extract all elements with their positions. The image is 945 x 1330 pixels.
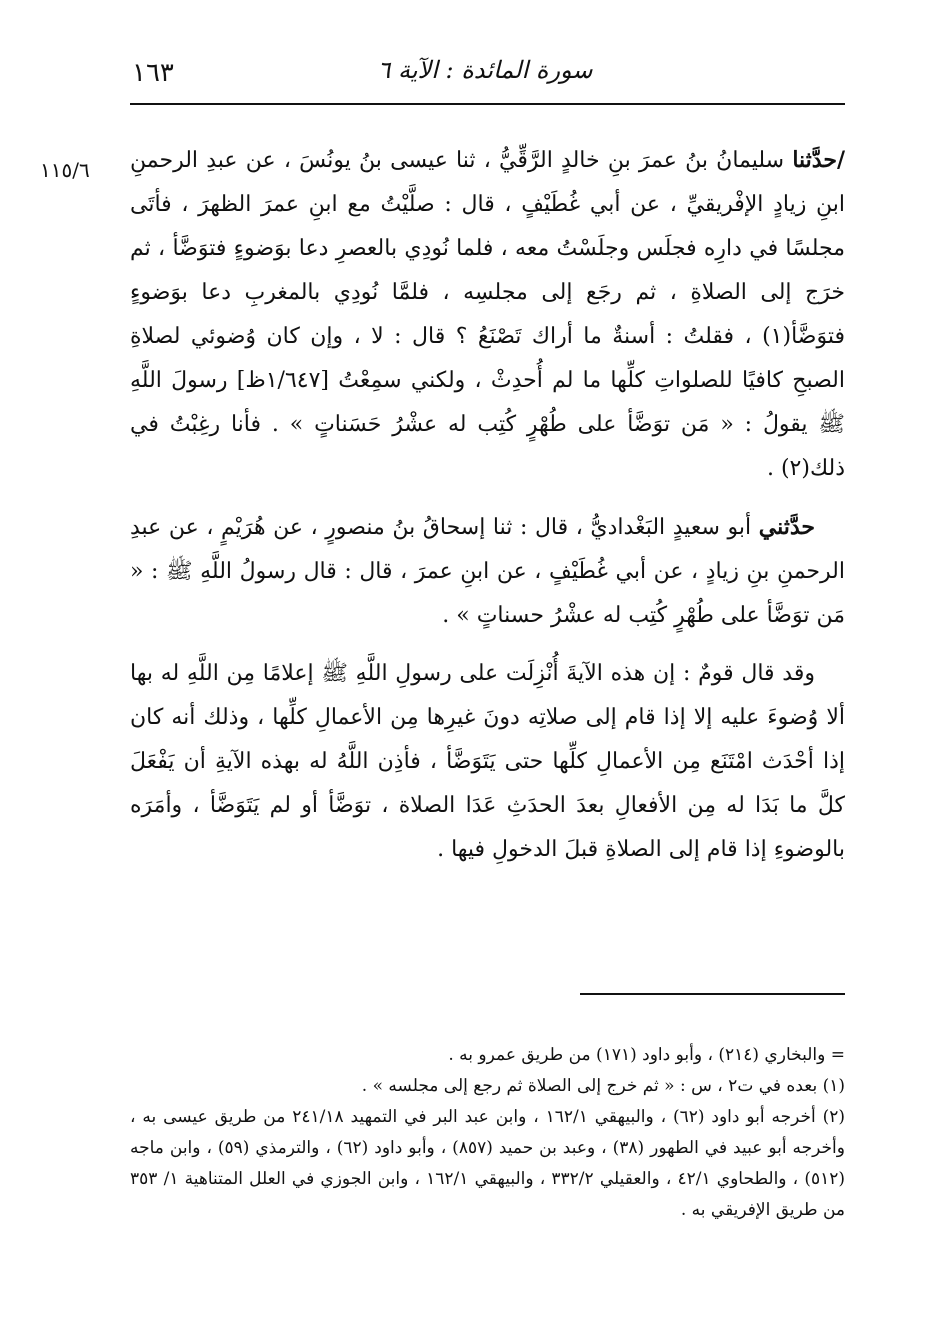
footnote-continuation: = والبخاري (٢١٤) ، وأبو داود (١٧١) من طريق عمرو به . <box>448 1045 845 1065</box>
paragraph-1-text: سليمانُ بنُ عمرَ بنِ خالدٍ الرَّقِّيُّ ، ثنا عيسى بنُ يونُسَ ، عن عبدِ الرحمنِ ابنِ زيادٍ الإفْريقيِّ ، عن أبي غُطَيْفٍ ، قال : صلَّيْتُ مع ابنِ عمرَ الظهرَ ، فأتَى مجلسًا في دارِه فجلَس وجلَسْتُ معه ، فلما نُودِي بالعصرِ دعا بوَضوءٍ فتوَضَّأ ، ثم خرَج إلى الصلاةِ ، ثم رجَع إلى مجلسِه ، فلمَّا نُودِي بالمغربِ دعا بوَضوءٍ فتوَضَّأ(١) ، فقلتُ : أسنةٌ ما أراك تَصْنَعُ ؟ قال : لا ، وإن كان وُضوئي لصلاةِ الصبحِ كافيًا للصلواتِ كلِّها ما لم أُحدِثْ ، ولكني سمِعْتُ [١/٦٤٧ظ] رسولَ اللَّهِ ﷺ يقولُ : « مَن توَضَّأ على طُهْرٍ كُتِب له عشْرُ حَسَناتٍ » . فأنا رغِبْتُ في ذلك(٢) . <box>130 148 845 481</box>
paragraph-2-lead: حدَّثني <box>758 514 815 540</box>
footnote-2: (٢) أخرجه أبو داود (٦٢) ، والبيهقي ١٦٢/١ ، وابن عبد البر في التمهيد ٢٤١/١٨ من طريق عيسى به ، وأخرجه أبو عبيد في الطهور (٣٨) ، وعبد بن حميد (٨٥٧) ، وأبو داود (٦٢) ، والترمذي (٥٩) ، وابن ماجه (٥١٢) ، والطحاوي ٤٢/١ ، والعقيلي ٣٣٢/٢ ، والبيهقي ١٦٢/١ ، وابن الجوزي في العلل المتناهية ١/ ٣٥٣ من طريق الإفريقي به . <box>130 1107 846 1220</box>
margin-reference: ١١٥/٦ <box>40 158 90 182</box>
paragraph-1 <box>130 138 845 491</box>
header-divider <box>130 103 845 105</box>
main-text <box>130 138 845 872</box>
paragraph-2 <box>130 505 845 638</box>
footnote-1: (١) بعده في ت٢ ، س : « ثم خرج إلى الصلاة ثم رجع إلى مجلسه » . <box>361 1076 845 1096</box>
paragraph-3 <box>130 652 845 872</box>
footnote-divider <box>580 993 845 995</box>
paragraph-3-text: وقد قال قومٌ : إن هذه الآيةَ أُنْزِلَت على رسولِ اللَّهِ ﷺ إعلامًا مِن اللَّهِ له بها ألا وُضوءَ عليه إلا إذا قام إلى صلاتِه دونَ غيرِها مِن الأعمالِ كلِّها ، وذلك أنه كان إذا أحْدَث امْتَنَع مِن الأعمالِ كلِّها حتى يَتَوَضَّأ ، فأذِن اللَّهُ له بهذه الآيةِ أن يَفْعَلَ كلَّ ما بَدَا له مِن الأفعالِ بعدَ الحدَثِ عَدَا الصلاة ، توَضَّأ أو لم يَتَوَضَّأ ، وأمَرَه بالوضوءِ إذا قام إلى الصلاةِ قبلَ الدخولِ فيها . <box>130 661 845 862</box>
footnotes <box>130 1040 845 1226</box>
running-header-title: سورة المائدة : الآية ٦ <box>377 56 593 84</box>
page-number: ١٦٣ <box>132 58 174 88</box>
paragraph-2-text: أبو سعيدٍ البَغْداديُّ ، قال : ثنا إسحاقُ بنُ منصورٍ ، عن هُرَيْمٍ ، عن عبدِ الرحمنِ بنِ زيادٍ ، عن أبي غُطَيْفٍ ، عن ابنِ عمرَ ، قال : قال رسولُ اللَّهِ ﷺ : « مَن توَضَّأ على طُهْرٍ كُتِب له عشْرُ حسناتٍ » . <box>130 515 845 628</box>
paragraph-1-lead: /حدَّثنا <box>792 147 845 173</box>
